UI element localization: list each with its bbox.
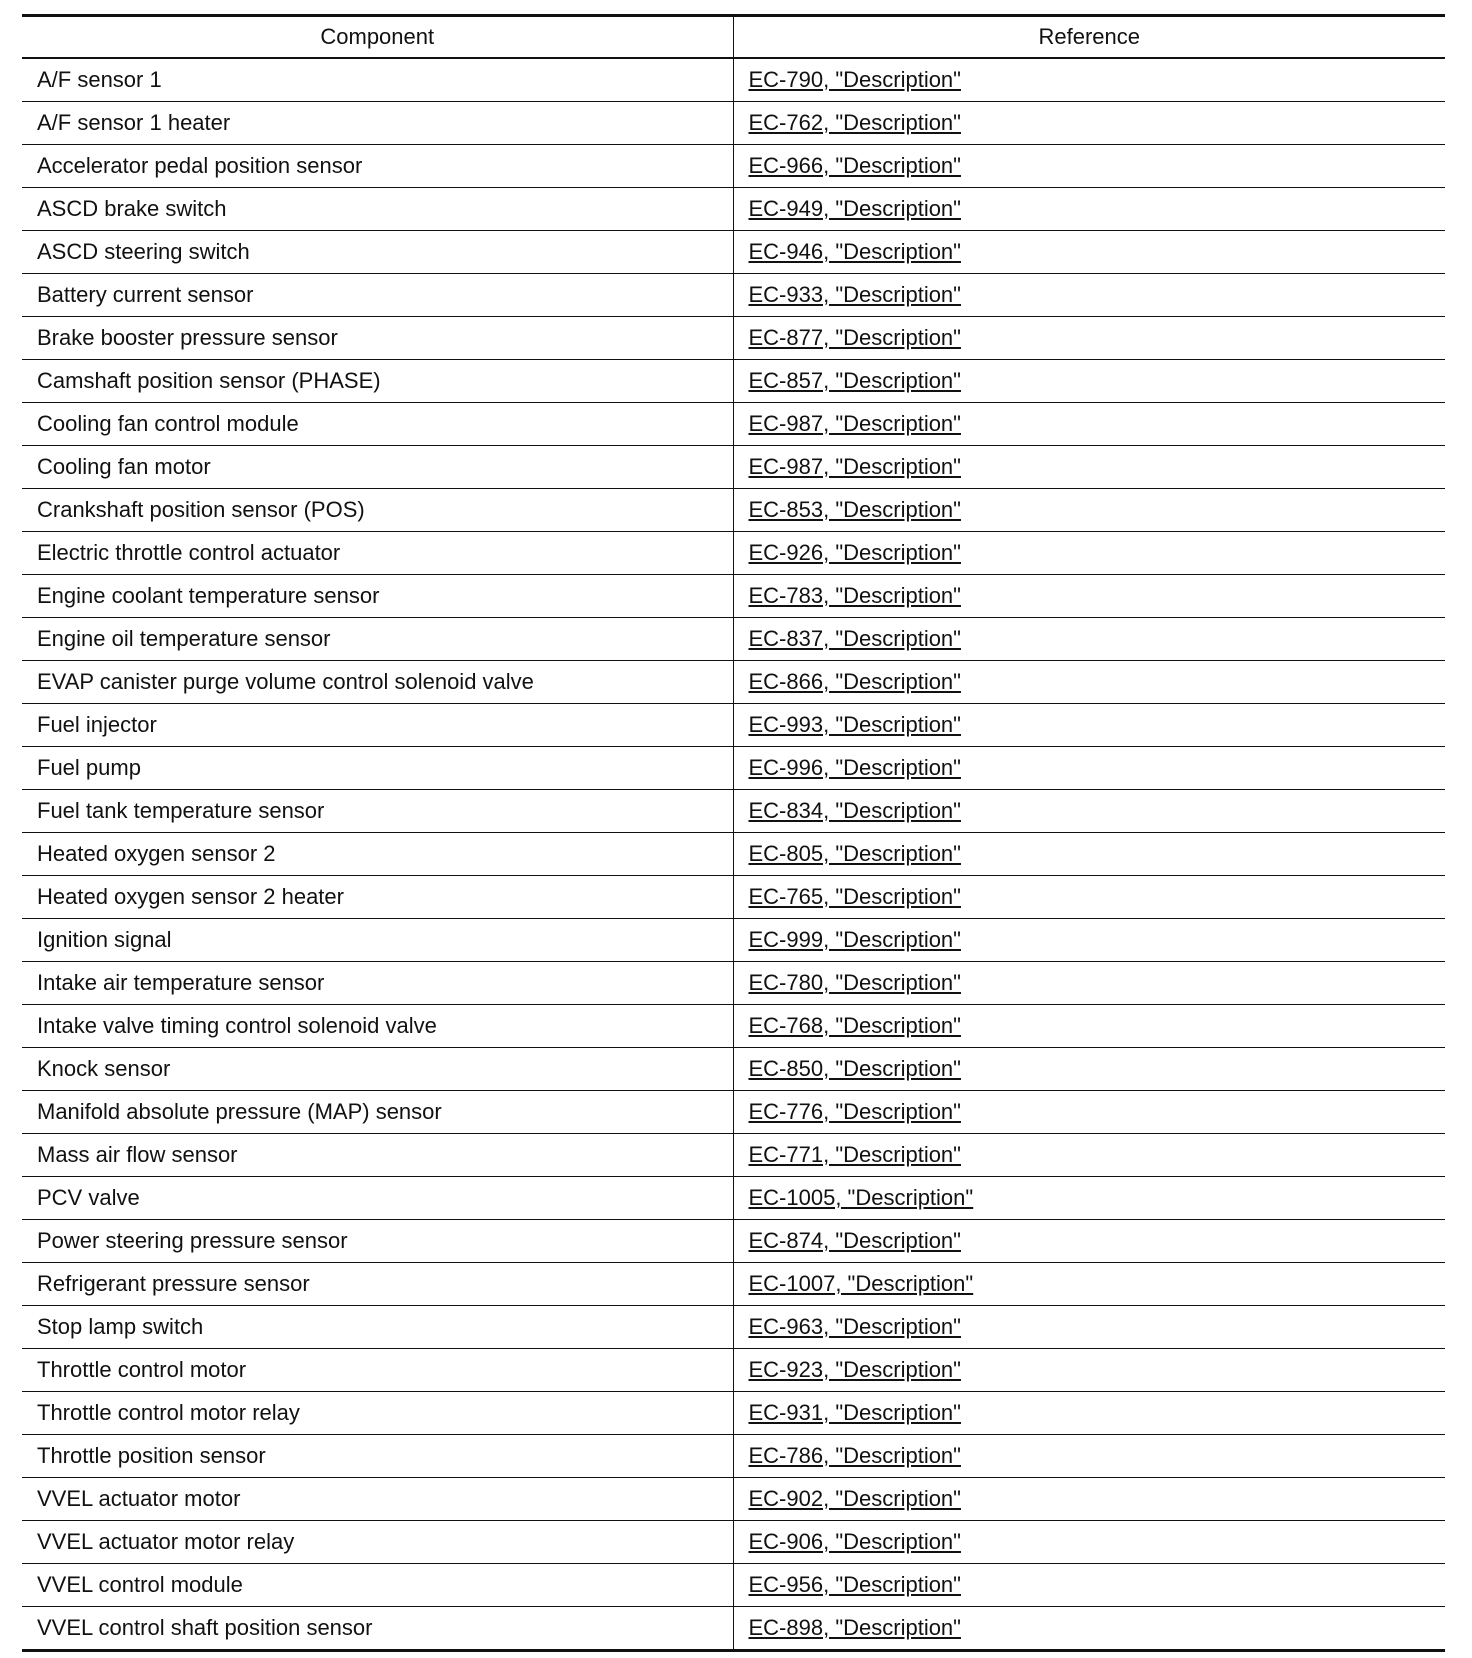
reference-link[interactable]: EC-906, "Description" (748, 1529, 961, 1554)
reference-link[interactable]: EC-837, "Description" (748, 626, 961, 651)
reference-link[interactable]: EC-874, "Description" (748, 1228, 961, 1253)
reference-cell (733, 1306, 1445, 1349)
component-cell: EVAP canister purge volume control solenoid valve (22, 661, 733, 704)
column-header-component: Component (22, 16, 733, 59)
component-cell: Cooling fan motor (22, 446, 733, 489)
table-row (22, 188, 1445, 231)
reference-link[interactable]: EC-780, "Description" (748, 970, 961, 995)
table-row (22, 274, 1445, 317)
component-cell: VVEL actuator motor relay (22, 1521, 733, 1564)
component-cell: Heated oxygen sensor 2 (22, 833, 733, 876)
component-cell: Manifold absolute pressure (MAP) sensor (22, 1091, 733, 1134)
table-row (22, 1091, 1445, 1134)
reference-cell (733, 231, 1445, 274)
reference-link[interactable]: EC-996, "Description" (748, 755, 961, 780)
component-cell: Battery current sensor (22, 274, 733, 317)
component-cell: Knock sensor (22, 1048, 733, 1091)
table-row (22, 489, 1445, 532)
reference-link[interactable]: EC-987, "Description" (748, 411, 961, 436)
table-row (22, 661, 1445, 704)
reference-cell (733, 1220, 1445, 1263)
reference-link[interactable]: EC-902, "Description" (748, 1486, 961, 1511)
component-cell: Camshaft position sensor (PHASE) (22, 360, 733, 403)
component-cell: Crankshaft position sensor (POS) (22, 489, 733, 532)
reference-cell (733, 1048, 1445, 1091)
reference-cell (733, 1521, 1445, 1564)
column-header-reference: Reference (733, 16, 1445, 59)
reference-cell (733, 833, 1445, 876)
reference-link[interactable]: EC-805, "Description" (748, 841, 961, 866)
table-row (22, 1435, 1445, 1478)
reference-cell (733, 446, 1445, 489)
component-cell: Heated oxygen sensor 2 heater (22, 876, 733, 919)
reference-link[interactable]: EC-857, "Description" (748, 368, 961, 393)
component-cell: ASCD steering switch (22, 231, 733, 274)
reference-cell (733, 790, 1445, 833)
table-row (22, 446, 1445, 489)
table-row (22, 1349, 1445, 1392)
reference-cell (733, 1177, 1445, 1220)
component-cell: Accelerator pedal position sensor (22, 145, 733, 188)
table-row (22, 790, 1445, 833)
reference-link[interactable]: EC-866, "Description" (748, 669, 961, 694)
reference-link[interactable]: EC-933, "Description" (748, 282, 961, 307)
table-row (22, 1478, 1445, 1521)
reference-cell (733, 1134, 1445, 1177)
reference-cell (733, 360, 1445, 403)
table-row (22, 1392, 1445, 1435)
reference-cell (733, 1478, 1445, 1521)
reference-link[interactable]: EC-898, "Description" (748, 1615, 961, 1640)
reference-cell (733, 403, 1445, 446)
table-row (22, 317, 1445, 360)
table-header (22, 16, 1445, 59)
reference-cell (733, 661, 1445, 704)
table-row (22, 1048, 1445, 1091)
component-cell: Fuel injector (22, 704, 733, 747)
header-row (22, 16, 1445, 59)
table-row (22, 58, 1445, 102)
table-row (22, 747, 1445, 790)
table-row (22, 919, 1445, 962)
component-cell: A/F sensor 1 (22, 58, 733, 102)
reference-cell (733, 1607, 1445, 1651)
reference-link[interactable]: EC-987, "Description" (748, 454, 961, 479)
component-cell: Intake valve timing control solenoid valve (22, 1005, 733, 1048)
reference-link[interactable]: EC-946, "Description" (748, 239, 961, 264)
reference-cell (733, 1349, 1445, 1392)
table-row (22, 704, 1445, 747)
component-reference-table (22, 14, 1445, 1652)
reference-cell (733, 1435, 1445, 1478)
reference-cell (733, 274, 1445, 317)
reference-link[interactable]: EC-926, "Description" (748, 540, 961, 565)
component-cell: ASCD brake switch (22, 188, 733, 231)
component-cell: Cooling fan control module (22, 403, 733, 446)
reference-link[interactable]: EC-963, "Description" (748, 1314, 961, 1339)
component-cell: A/F sensor 1 heater (22, 102, 733, 145)
reference-link[interactable]: EC-834, "Description" (748, 798, 961, 823)
table-row (22, 1607, 1445, 1651)
table-body (22, 58, 1445, 1651)
component-cell: VVEL actuator motor (22, 1478, 733, 1521)
reference-link[interactable]: EC-931, "Description" (748, 1400, 961, 1425)
table-row (22, 1263, 1445, 1306)
reference-link[interactable]: EC-1005, "Description" (748, 1185, 974, 1210)
reference-link[interactable]: EC-993, "Description" (748, 712, 961, 737)
table-row (22, 618, 1445, 661)
reference-link[interactable]: EC-771, "Description" (748, 1142, 961, 1167)
table-row (22, 833, 1445, 876)
component-cell: Engine coolant temperature sensor (22, 575, 733, 618)
component-cell: VVEL control shaft position sensor (22, 1607, 733, 1651)
component-cell: Mass air flow sensor (22, 1134, 733, 1177)
table-row (22, 1134, 1445, 1177)
component-cell: Engine oil temperature sensor (22, 618, 733, 661)
component-cell: Brake booster pressure sensor (22, 317, 733, 360)
reference-link[interactable]: EC-853, "Description" (748, 497, 961, 522)
component-cell: VVEL control module (22, 1564, 733, 1607)
reference-cell (733, 145, 1445, 188)
reference-cell (733, 317, 1445, 360)
reference-cell (733, 1091, 1445, 1134)
reference-cell (733, 618, 1445, 661)
table-row (22, 575, 1445, 618)
reference-cell (733, 747, 1445, 790)
table-row (22, 1177, 1445, 1220)
table-row (22, 360, 1445, 403)
reference-link[interactable]: EC-999, "Description" (748, 927, 961, 952)
reference-cell (733, 1564, 1445, 1607)
table-row (22, 1220, 1445, 1263)
component-cell: Fuel tank temperature sensor (22, 790, 733, 833)
reference-link[interactable]: EC-877, "Description" (748, 325, 961, 350)
reference-link[interactable]: EC-776, "Description" (748, 1099, 961, 1124)
reference-cell (733, 102, 1445, 145)
component-cell: Fuel pump (22, 747, 733, 790)
reference-link[interactable]: EC-923, "Description" (748, 1357, 961, 1382)
table-row (22, 876, 1445, 919)
reference-link[interactable]: EC-786, "Description" (748, 1443, 961, 1468)
table-row (22, 1521, 1445, 1564)
table-row (22, 403, 1445, 446)
reference-cell (733, 876, 1445, 919)
table-row (22, 145, 1445, 188)
table-row (22, 532, 1445, 575)
component-cell: Power steering pressure sensor (22, 1220, 733, 1263)
reference-link[interactable]: EC-850, "Description" (748, 1056, 961, 1081)
reference-link[interactable]: EC-765, "Description" (748, 884, 961, 909)
table-row (22, 1005, 1445, 1048)
reference-link[interactable]: EC-956, "Description" (748, 1572, 961, 1597)
component-cell: Intake air temperature sensor (22, 962, 733, 1005)
component-cell: Refrigerant pressure sensor (22, 1263, 733, 1306)
reference-cell (733, 532, 1445, 575)
component-cell: Throttle position sensor (22, 1435, 733, 1478)
reference-link[interactable]: EC-783, "Description" (748, 583, 961, 608)
reference-link[interactable]: EC-1007, "Description" (748, 1271, 974, 1296)
reference-cell (733, 575, 1445, 618)
component-cell: Electric throttle control actuator (22, 532, 733, 575)
table-row (22, 1306, 1445, 1349)
reference-cell (733, 704, 1445, 747)
reference-cell (733, 919, 1445, 962)
component-cell: Stop lamp switch (22, 1306, 733, 1349)
reference-link[interactable]: EC-790, "Description" (748, 67, 961, 92)
reference-cell (733, 962, 1445, 1005)
reference-cell (733, 1263, 1445, 1306)
reference-link[interactable]: EC-949, "Description" (748, 196, 961, 221)
component-cell: Throttle control motor (22, 1349, 733, 1392)
component-cell: Throttle control motor relay (22, 1392, 733, 1435)
table-row (22, 1564, 1445, 1607)
reference-link[interactable]: EC-762, "Description" (748, 110, 961, 135)
reference-cell (733, 489, 1445, 532)
table-row (22, 102, 1445, 145)
reference-cell (733, 1005, 1445, 1048)
reference-cell (733, 1392, 1445, 1435)
reference-link[interactable]: EC-768, "Description" (748, 1013, 961, 1038)
reference-cell (733, 188, 1445, 231)
table-row (22, 962, 1445, 1005)
component-cell: PCV valve (22, 1177, 733, 1220)
component-cell: Ignition signal (22, 919, 733, 962)
reference-link[interactable]: EC-966, "Description" (748, 153, 961, 178)
reference-cell (733, 58, 1445, 102)
table-row (22, 231, 1445, 274)
